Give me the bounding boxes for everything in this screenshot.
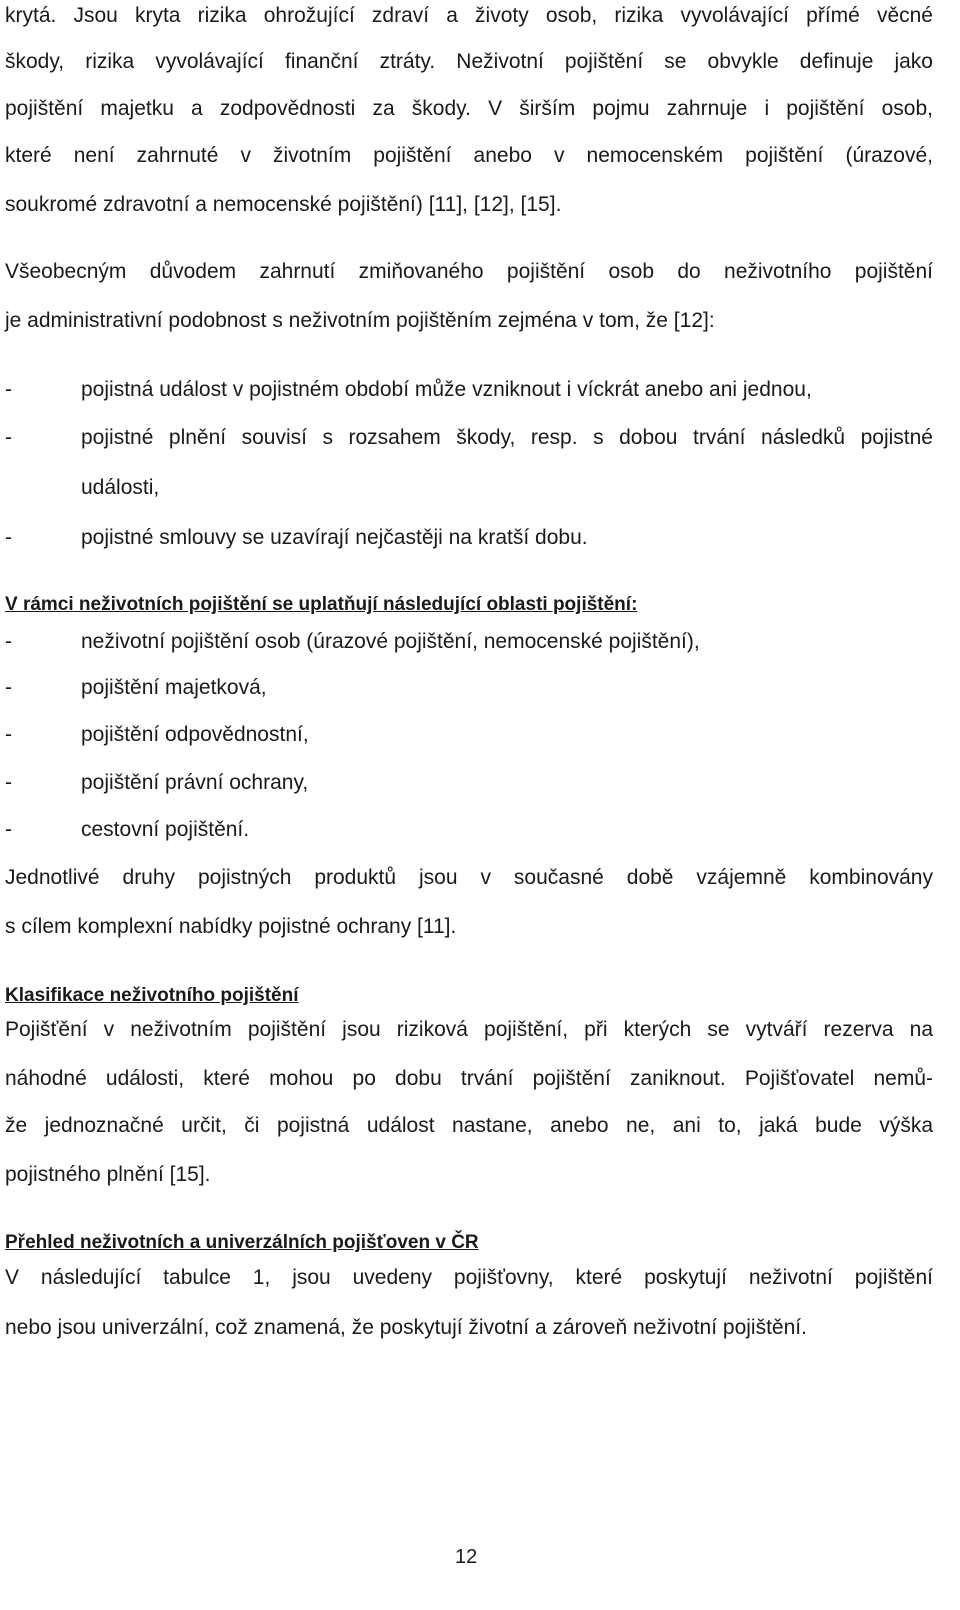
list-item-text: pojistné plnění souvisí s rozsahem škody, resp. s dobou trvání následků pojistné — [81, 426, 933, 449]
list-item-text: neživotní pojištění osob (úrazové pojištění, nemocenské pojištění), — [81, 630, 700, 653]
list-dash: - — [5, 426, 12, 449]
paragraph-line: nebo jsou univerzální, což znamená, že poskytují životní a zároveň neživotní pojištění. — [5, 1316, 807, 1339]
paragraph-line: V následující tabulce 1, jsou uvedeny pojišťovny, které poskytují neživotní pojištění — [5, 1266, 933, 1289]
list-item-text: pojištění odpovědnostní, — [81, 723, 309, 746]
paragraph-line: Jednotlivé druhy pojistných produktů jsou v současné době vzájemně kombinovány — [5, 866, 933, 889]
section-heading: Klasifikace neživotního pojištění — [5, 985, 299, 1006]
list-dash: - — [5, 818, 12, 841]
paragraph-line: s cílem komplexní nabídky pojistné ochrany [11]. — [5, 915, 457, 938]
paragraph-line: škody, rizika vyvolávající finanční ztráty. Neživotní pojištění se obvykle definuje jako — [5, 50, 933, 73]
list-item-text: cestovní pojištění. — [81, 818, 250, 841]
list-item-text: události, — [81, 476, 160, 499]
list-item-text: pojištění právní ochrany, — [81, 771, 309, 794]
page-number: 12 — [455, 1546, 478, 1568]
list-item-text: pojistná událost v pojistném období může vzniknout i víckrát anebo ani jednou, — [81, 378, 812, 401]
paragraph-line: pojištění majetku a zodpovědnosti za škody. V širším pojmu zahrnuje i pojištění osob, — [5, 97, 933, 120]
paragraph-line: které není zahrnuté v životním pojištění anebo v nemocenském pojištění (úrazové, — [5, 144, 933, 167]
paragraph-line: Všeobecným důvodem zahrnutí zmiňovaného pojištění osob do neživotního pojištění — [5, 260, 933, 283]
paragraph-line: pojistného plnění [15]. — [5, 1163, 211, 1186]
section-heading: V rámci neživotních pojištění se uplatňují následující oblasti pojištění: — [5, 594, 638, 615]
paragraph-line: náhodné události, které mohou po dobu trvání pojištění zaniknout. Pojišťovatel nemů- — [5, 1067, 933, 1090]
list-dash: - — [5, 676, 12, 699]
paragraph-line: že jednoznačné určit, či pojistná událost nastane, anebo ne, ani to, jaká bude výška — [5, 1114, 933, 1137]
section-heading: Přehled neživotních a univerzálních pojišťoven v ČR — [5, 1232, 479, 1253]
list-item-text: pojištění majetková, — [81, 676, 267, 699]
list-dash: - — [5, 771, 12, 794]
list-dash: - — [5, 723, 12, 746]
paragraph-line: Pojišťění v neživotním pojištění jsou riziková pojištění, při kterých se vytváří rezerva na — [5, 1018, 933, 1041]
paragraph-line: soukromé zdravotní a nemocenské pojištění) [11], [12], [15]. — [5, 193, 562, 216]
list-dash: - — [5, 630, 12, 653]
paragraph-line: je administrativní podobnost s neživotním pojištěním zejména v tom, že [12]: — [5, 309, 715, 332]
paragraph-line: krytá. Jsou kryta rizika ohrožující zdraví a životy osob, rizika vyvolávající přímé věcné — [5, 4, 933, 27]
list-dash: - — [5, 526, 12, 549]
list-dash: - — [5, 378, 12, 401]
list-item-text: pojistné smlouvy se uzavírají nejčastěji na kratší dobu. — [81, 526, 588, 549]
